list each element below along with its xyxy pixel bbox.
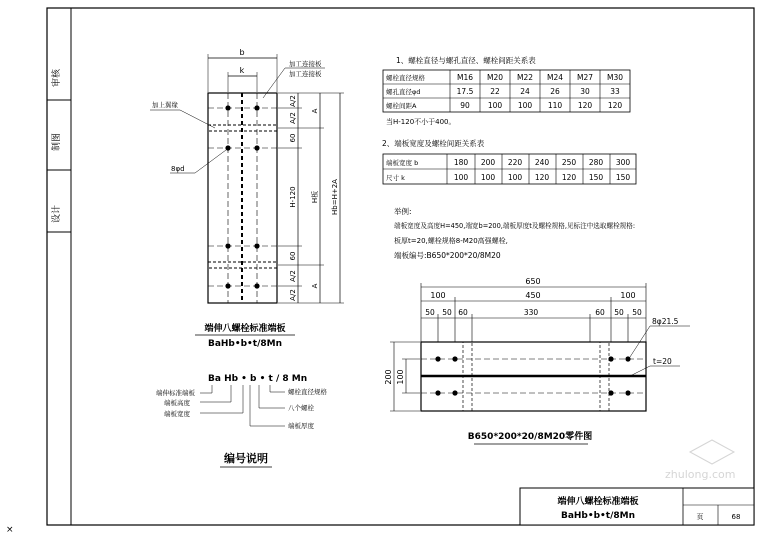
bolt-hole: [225, 283, 230, 288]
t1-hole: 22: [490, 87, 500, 96]
bolt-hole: [254, 283, 259, 288]
dim-60-left: 60: [458, 308, 468, 317]
example-line3: 端板编号:B650*200*20/8M20: [394, 251, 501, 260]
t1-hole: 26: [550, 87, 560, 96]
t2-k: 100: [453, 173, 469, 182]
table1-footnote: 当H-120不小于400。: [386, 118, 456, 126]
title-block-title-1: 端伸八螺栓标准端板: [557, 497, 639, 507]
dim-a2-2: A/2: [289, 112, 297, 124]
t2-rowhead-0: 端板宽度 b: [386, 159, 419, 167]
part-bolt: [452, 356, 457, 361]
t1-col: M20: [486, 73, 504, 82]
t1-hole: 30: [580, 87, 590, 96]
t2-k: 120: [534, 173, 550, 182]
part-bolt: [625, 390, 630, 395]
t1-rowhead-1: 螺孔直径φd: [386, 88, 421, 96]
dim-a2-3: A/2: [289, 270, 297, 282]
t1-spacing: 120: [577, 101, 593, 110]
notation-height: 端板高度: [164, 399, 190, 407]
part-hole-note: 8φ21.5: [652, 317, 679, 326]
t1-col: M22: [516, 73, 534, 82]
part-bolt: [608, 390, 613, 395]
t1-rowhead-2: 螺栓间距A: [386, 102, 417, 110]
weld-label-2: 加工连接板: [289, 70, 322, 78]
dim-a-top: A: [311, 108, 319, 114]
plan-caption-2: BaHb•b•t/8Mn: [207, 339, 283, 349]
tab-draw: 制图: [52, 132, 62, 152]
dim-b: b: [239, 48, 245, 57]
dim-a2-1: A/2: [289, 95, 297, 107]
t1-col: M30: [606, 73, 624, 82]
part-bolt: [625, 356, 630, 361]
dim-hb: Hb=H+2A: [331, 179, 339, 215]
t1-spacing: 110: [547, 101, 563, 110]
dim-450: 450: [525, 291, 541, 300]
example-note: [394, 206, 635, 260]
notation-bolt-dia: 螺栓直径规格: [288, 388, 327, 396]
part-drawing: [384, 277, 690, 444]
width-table: [382, 138, 636, 184]
t1-col: M16: [456, 73, 474, 82]
table1-title: 1、螺栓直径与螺孔直径、螺栓间距关系表: [396, 56, 536, 65]
t2-rowhead-1: 尺寸 k: [386, 174, 405, 182]
dim-k: k: [239, 66, 245, 75]
t1-spacing: 120: [607, 101, 623, 110]
bolt-hole: [254, 243, 259, 248]
part-thick-note: t=20: [653, 357, 672, 366]
part-bolt: [435, 390, 440, 395]
t1-hole: 33: [610, 87, 620, 96]
notation-type: 端伸标准端板: [156, 389, 195, 397]
dim-60-top: 60: [289, 133, 297, 143]
watermark-text: zhulong.com: [665, 468, 736, 481]
plan-caption-1: 端伸八螺栓标准端板: [204, 324, 286, 334]
dim-h120: H-120: [289, 186, 297, 208]
dim-50-2: 50: [442, 308, 452, 317]
t2-width: 300: [615, 158, 631, 167]
title-block: [520, 488, 754, 525]
dim-100-left: 100: [430, 291, 446, 300]
notation-legend: [156, 374, 328, 467]
t2-k: 150: [615, 173, 631, 182]
t2-width: 240: [534, 158, 550, 167]
table2-title: 2、端板宽度及螺栓间距关系表: [382, 139, 485, 148]
t2-width: 250: [561, 158, 577, 167]
t2-k: 100: [480, 173, 496, 182]
dim-650: 650: [525, 277, 541, 286]
t2-width: 200: [480, 158, 496, 167]
dim-a2-4: A/2: [289, 289, 297, 301]
notation-thick: 端板厚度: [288, 422, 314, 430]
notation-title: 编号说明: [224, 452, 268, 465]
t2-k: 120: [561, 173, 577, 182]
title-block-title-2: BaHb•b•t/8Mn: [560, 511, 636, 521]
t2-width: 220: [507, 158, 523, 167]
plate-plan: [150, 48, 344, 349]
tab-design: 设计: [52, 204, 62, 224]
dim-100-vert: 100: [396, 369, 405, 385]
weld-label-1: 加工连接板: [289, 60, 322, 68]
t2-k: 100: [507, 173, 523, 182]
example-line1: 端板宽度及高度H=450,端宽b=200,端板厚度t及螺栓规格,见标注中选取螺栓规格:: [394, 222, 636, 230]
t1-hole: 17.5: [456, 87, 474, 96]
dim-60-bottom: 60: [289, 251, 297, 261]
t2-width: 180: [453, 158, 469, 167]
part-bolt: [608, 356, 613, 361]
title-block-page-label: 页: [696, 513, 704, 521]
corner-mark: ×: [6, 525, 14, 535]
dim-50-4: 50: [632, 308, 642, 317]
bolt-hole: [254, 105, 259, 110]
inner-frame: [71, 8, 754, 525]
title-block-page-no: 68: [731, 513, 741, 521]
dim-h-plate: H板: [311, 190, 319, 204]
part-bolt: [452, 390, 457, 395]
dim-60-right: 60: [595, 308, 605, 317]
t1-spacing: 90: [460, 101, 470, 110]
t1-rowhead-0: 螺栓直径规格: [386, 74, 425, 82]
notation-width: 端板宽度: [164, 410, 190, 418]
outer-frame: [47, 8, 754, 525]
watermark: [665, 440, 735, 481]
bolt-hole: [225, 105, 230, 110]
bolt-hole: [225, 243, 230, 248]
hole-label: 8φd: [171, 165, 185, 173]
notation-count: 八个螺栓: [288, 404, 314, 412]
example-heading: 举例:: [394, 207, 412, 216]
dim-50-1: 50: [425, 308, 435, 317]
bolt-table: [383, 55, 630, 126]
t1-col: M24: [546, 73, 564, 82]
tab-check: 审核: [52, 68, 62, 88]
bolt-hole: [254, 145, 259, 150]
t1-spacing: 100: [517, 101, 533, 110]
t2-k: 150: [588, 173, 604, 182]
flange-label: 加上翼缘: [152, 101, 178, 109]
dim-200: 200: [384, 369, 393, 385]
t2-width: 280: [588, 158, 604, 167]
dim-50-3: 50: [614, 308, 624, 317]
dim-330: 330: [523, 308, 539, 317]
example-line2: 板厚t=20,螺栓规格8-M20高强螺栓,: [394, 237, 508, 245]
part-caption: B650*200*20/8M20零件图: [467, 432, 593, 442]
dim-100-right: 100: [620, 291, 636, 300]
notation-code: Ba Hb • b • t / 8 Mn: [208, 374, 308, 384]
t1-hole: 24: [520, 87, 530, 96]
part-bolt: [435, 356, 440, 361]
t1-spacing: 100: [487, 101, 503, 110]
bolt-hole: [225, 145, 230, 150]
dim-a-bottom: A: [311, 283, 319, 289]
t1-col: M27: [576, 73, 594, 82]
